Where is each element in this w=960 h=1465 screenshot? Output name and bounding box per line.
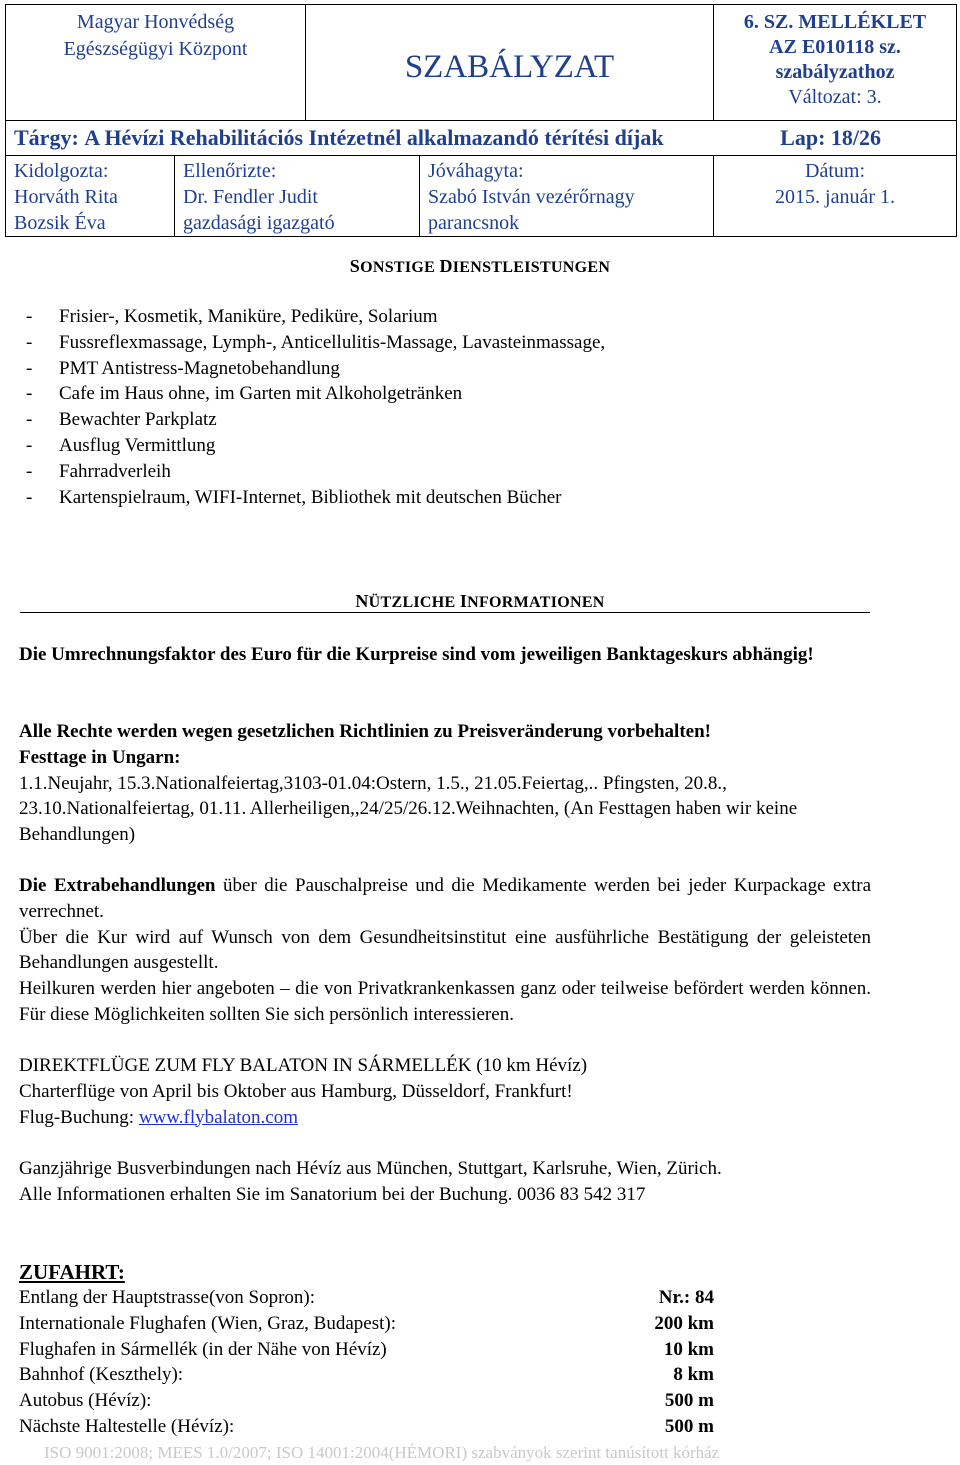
approved-role: parancsnok <box>428 212 520 234</box>
list-item: - Kartenspielraum, WIFI-Internet, Bibliothek mit deutschen Bücher <box>26 486 562 508</box>
prepared-cell <box>6 156 175 237</box>
organization-name-line1: Magyar Honvédség <box>76 11 235 33</box>
list-item: - Fahrradverleih <box>26 460 171 482</box>
subject-row <box>6 121 957 156</box>
checked-role: gazdasági igazgató <box>183 212 335 234</box>
charter-flights: Charterflüge von April bis Oktober aus Hamburg, Düsseldorf, Frankfurt! <box>19 1080 573 1102</box>
subject-prefix: Tárgy: <box>14 125 79 150</box>
holidays-text: 1.1.Neujahr, 15.3.Nationalfeiertag,3103-01.04:Ostern, 1.5., 21.05.Feiertag,.. Pfingsten, 20.8., 23.10.Nationalfeiertag, 01.11. Allerheiligen,,24/25/26.12.Weihnachten, (An Festtagen haben wir keine Behandlungen) <box>19 772 798 846</box>
services-heading: SONSTIGE DIENSTLEISTUNGEN <box>349 256 611 276</box>
prepared-by-2: Bozsik Éva <box>14 212 106 234</box>
approved-label: Jóváhagyta: <box>428 160 524 182</box>
checked-label: Ellenőrizte: <box>183 160 277 182</box>
access-row: Flughafen in Sármellék (in der Nähe von Hévíz) 10 km <box>19 1338 714 1360</box>
checked-by: Dr. Fendler Judit <box>183 186 318 208</box>
info-heading: NÜTZLICHE INFORMATIONEN <box>355 591 605 611</box>
document-header <box>5 4 957 237</box>
annex-number: 6. SZ. MELLÉKLET <box>743 11 927 33</box>
flights-heading: DIREKTFLÜGE ZUM FLY BALATON IN SÁRMELLÉK (10 km Hévíz) <box>19 1055 588 1076</box>
bus-connections: Ganzjährige Busverbindungen nach Hévíz aus München, Stuttgart, Karlsruhe, Wien, Zürich. <box>19 1158 722 1179</box>
annex-regulation: szabályzathoz <box>775 61 895 83</box>
treatment-block <box>19 873 871 1028</box>
list-item: - Cafe im Haus ohne, im Garten mit Alkoholgetränken <box>26 383 463 405</box>
list-item: - PMT Antistress-Magnetobehandlung <box>26 357 340 379</box>
list-item: - Fussreflexmassage, Lymph-, Anticellulitis-Massage, Lavasteinmassage, <box>26 331 606 353</box>
bus-block <box>19 1156 871 1208</box>
prepared-by-1: Horváth Rita <box>14 186 118 208</box>
access-row: Autobus (Hévíz): 500 m <box>19 1390 714 1412</box>
access-heading: ZUFAHRT: <box>19 1260 125 1284</box>
certification-footer: ISO 9001:2008; MEES 1.0/2007; ISO 14001:2004(HÉMORI) szabványok szerint tanúsított kórház <box>44 1443 720 1462</box>
access-row: Nächste Haltestelle (Hévíz): 500 m <box>19 1415 714 1437</box>
insurance-note: Heilkuren werden hier angeboten – die von Privatkrankenkassen ganz oder teilweise befördert werden können. Für diese Möglichkeiten sollten Sie sich persönlich interessieren. <box>19 978 871 1025</box>
list-item: - Ausflug Vermittlung <box>26 434 216 456</box>
organization-name-line2: Egészségügyi Központ <box>63 38 248 60</box>
confirmation-note: Über die Kur wird auf Wunsch von dem Gesundheitsinstitut eine ausführliche Bestätigung der geleisteten Behandlungen ausgestellt. <box>19 926 871 974</box>
rights-note: Alle Rechte werden wegen gesetzlichen Richtlinien zu Preisveränderung vorbehalten! <box>19 721 711 742</box>
access-row: Entlang der Hauptstrasse(von Sopron): Nr.: 84 <box>19 1287 714 1308</box>
prepared-label: Kidolgozta: <box>14 160 109 182</box>
annex-cell <box>714 5 957 121</box>
flights-block <box>19 1053 871 1130</box>
page-number: Lap: 18/26 <box>780 125 882 150</box>
access-row: Internationale Flughafen (Wien, Graz, Budapest): 200 km <box>19 1312 714 1334</box>
document-title-cell <box>306 5 714 121</box>
date-cell <box>714 156 957 237</box>
rights-block <box>19 719 871 848</box>
subject-text: A Hévízi Rehabilitációs Intézetnél alkalmazandó térítési díjak <box>84 125 664 150</box>
holidays-label: Festtage in Ungarn: <box>19 746 181 768</box>
list-item: - Bewachter Parkplatz <box>26 409 217 431</box>
date-value: 2015. január 1. <box>775 186 895 208</box>
list-item: - Frisier-, Kosmetik, Maniküre, Pediküre, Solarium <box>26 306 438 327</box>
checked-cell <box>175 156 420 237</box>
approved-cell <box>420 156 714 237</box>
document-title: SZABÁLYZAT <box>404 49 615 85</box>
approved-by: Szabó István vezérőrnagy <box>428 186 635 208</box>
access-section <box>19 1259 719 1440</box>
services-list <box>26 304 605 510</box>
version: Változat: 3. <box>788 86 882 108</box>
annex-reference: AZ E010118 sz. <box>769 36 901 58</box>
euro-note: Die Umrechnungsfaktor des Euro für die Kurpreise sind vom jeweiligen Banktageskurs abhängig! <box>19 644 814 665</box>
booking-info: Alle Informationen erhalten Sie im Sanatorium bei der Buchung. 0036 83 542 317 <box>19 1183 646 1205</box>
heading-rule <box>20 612 870 613</box>
flight-booking: Flug-Buchung: www.flybalaton.com <box>19 1106 298 1128</box>
extra-treatments-note: Die Extrabehandlungen über die Pauschalpreise und die Medikamente werden bei jeder Kurpackage extra verrechnet. <box>19 875 872 922</box>
date-label: Dátum: <box>805 160 866 182</box>
flybalaton-link[interactable]: www.flybalaton.com <box>138 1106 298 1128</box>
organization-cell <box>6 5 306 121</box>
access-row: Bahnhof (Keszthely): 8 km <box>19 1364 714 1386</box>
